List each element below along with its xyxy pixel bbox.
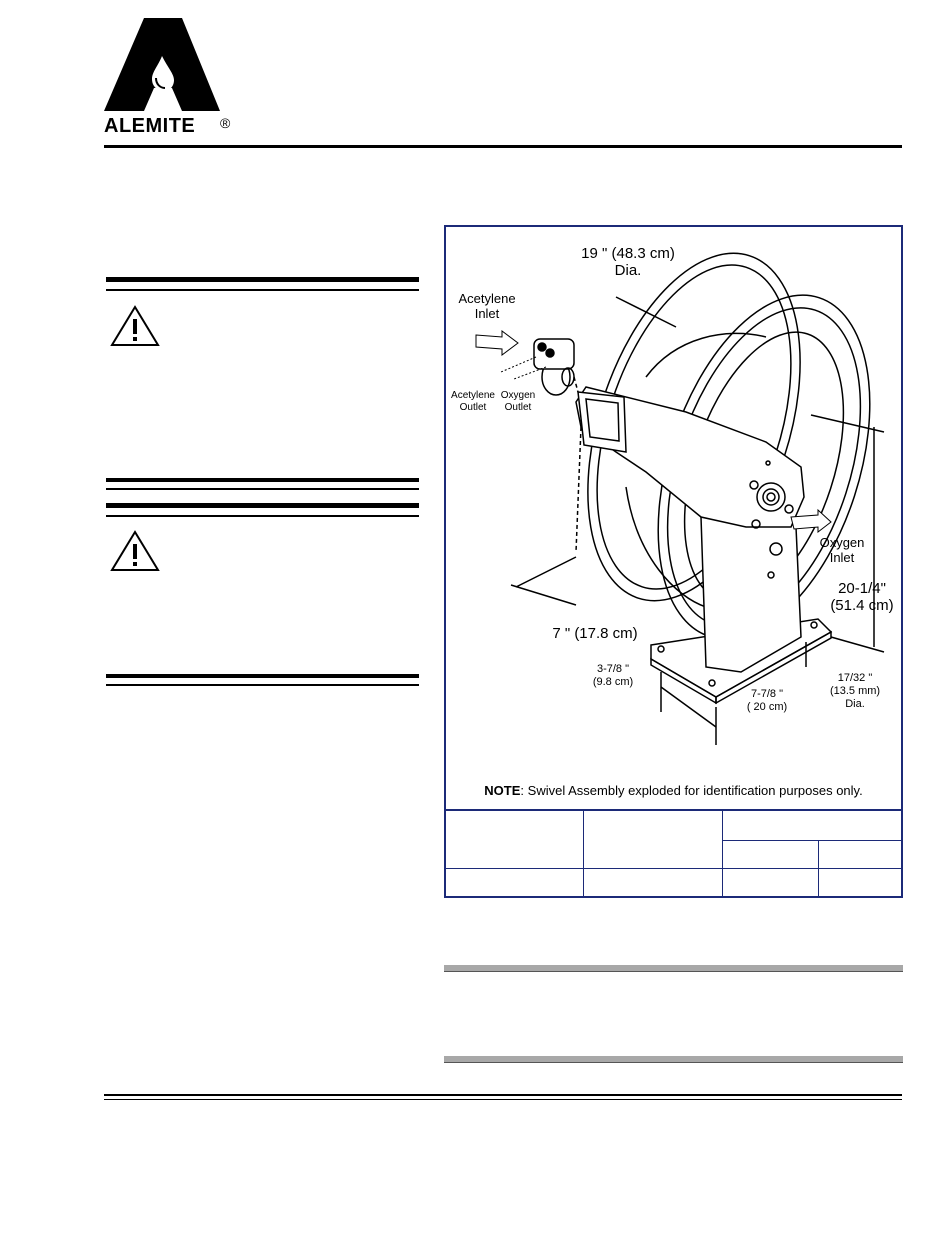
warning-triangle-icon bbox=[110, 530, 160, 572]
table-col-divider bbox=[722, 811, 723, 896]
alemite-logo-icon bbox=[104, 18, 220, 113]
dim-reel-diameter: 19 " (48.3 cm) Dia. bbox=[581, 245, 675, 279]
table-col-divider bbox=[818, 840, 819, 896]
dim-mount-hole: 17/32 " (13.5 mm) Dia. bbox=[829, 672, 881, 710]
dim-base-depth: 3-7/8 " (9.8 cm) bbox=[592, 663, 634, 688]
table-header-rule bbox=[446, 868, 901, 869]
dim-reel-width: 7 " (17.8 cm) bbox=[552, 625, 638, 642]
section-bar-top bbox=[444, 965, 903, 972]
dim-reel-height: 20-1/4" (51.4 cm) bbox=[830, 580, 894, 614]
warning-bar-top bbox=[106, 277, 419, 291]
figure-note: NOTE: Swivel Assembly exploded for identification purposes only. bbox=[484, 783, 863, 798]
section-bar-bottom bbox=[444, 1056, 903, 1063]
warning-bar-bottom bbox=[106, 478, 419, 490]
header-rule bbox=[104, 145, 902, 148]
label-oxygen-inlet: Oxygen Inlet bbox=[819, 535, 865, 565]
label-acetylene-inlet: Acetylene Inlet bbox=[458, 291, 516, 321]
footer-rule-thick bbox=[104, 1094, 902, 1096]
warning-bar-bottom-2 bbox=[106, 674, 419, 686]
label-acetylene-outlet: Acetylene Outlet bbox=[451, 390, 495, 413]
footer-rule-thin bbox=[104, 1099, 902, 1100]
table-header-divider bbox=[722, 840, 901, 841]
dim-base-width: 7-7/8 " ( 20 cm) bbox=[746, 688, 788, 713]
warning-bar-top-2 bbox=[106, 503, 419, 517]
table-col-divider bbox=[583, 811, 584, 896]
registered-mark: ® bbox=[220, 115, 231, 131]
label-oxygen-outlet: Oxygen Outlet bbox=[500, 390, 536, 413]
table-top-rule bbox=[446, 809, 901, 811]
warning-triangle-icon bbox=[110, 305, 160, 347]
brand-name: ALEMITE bbox=[104, 115, 196, 137]
